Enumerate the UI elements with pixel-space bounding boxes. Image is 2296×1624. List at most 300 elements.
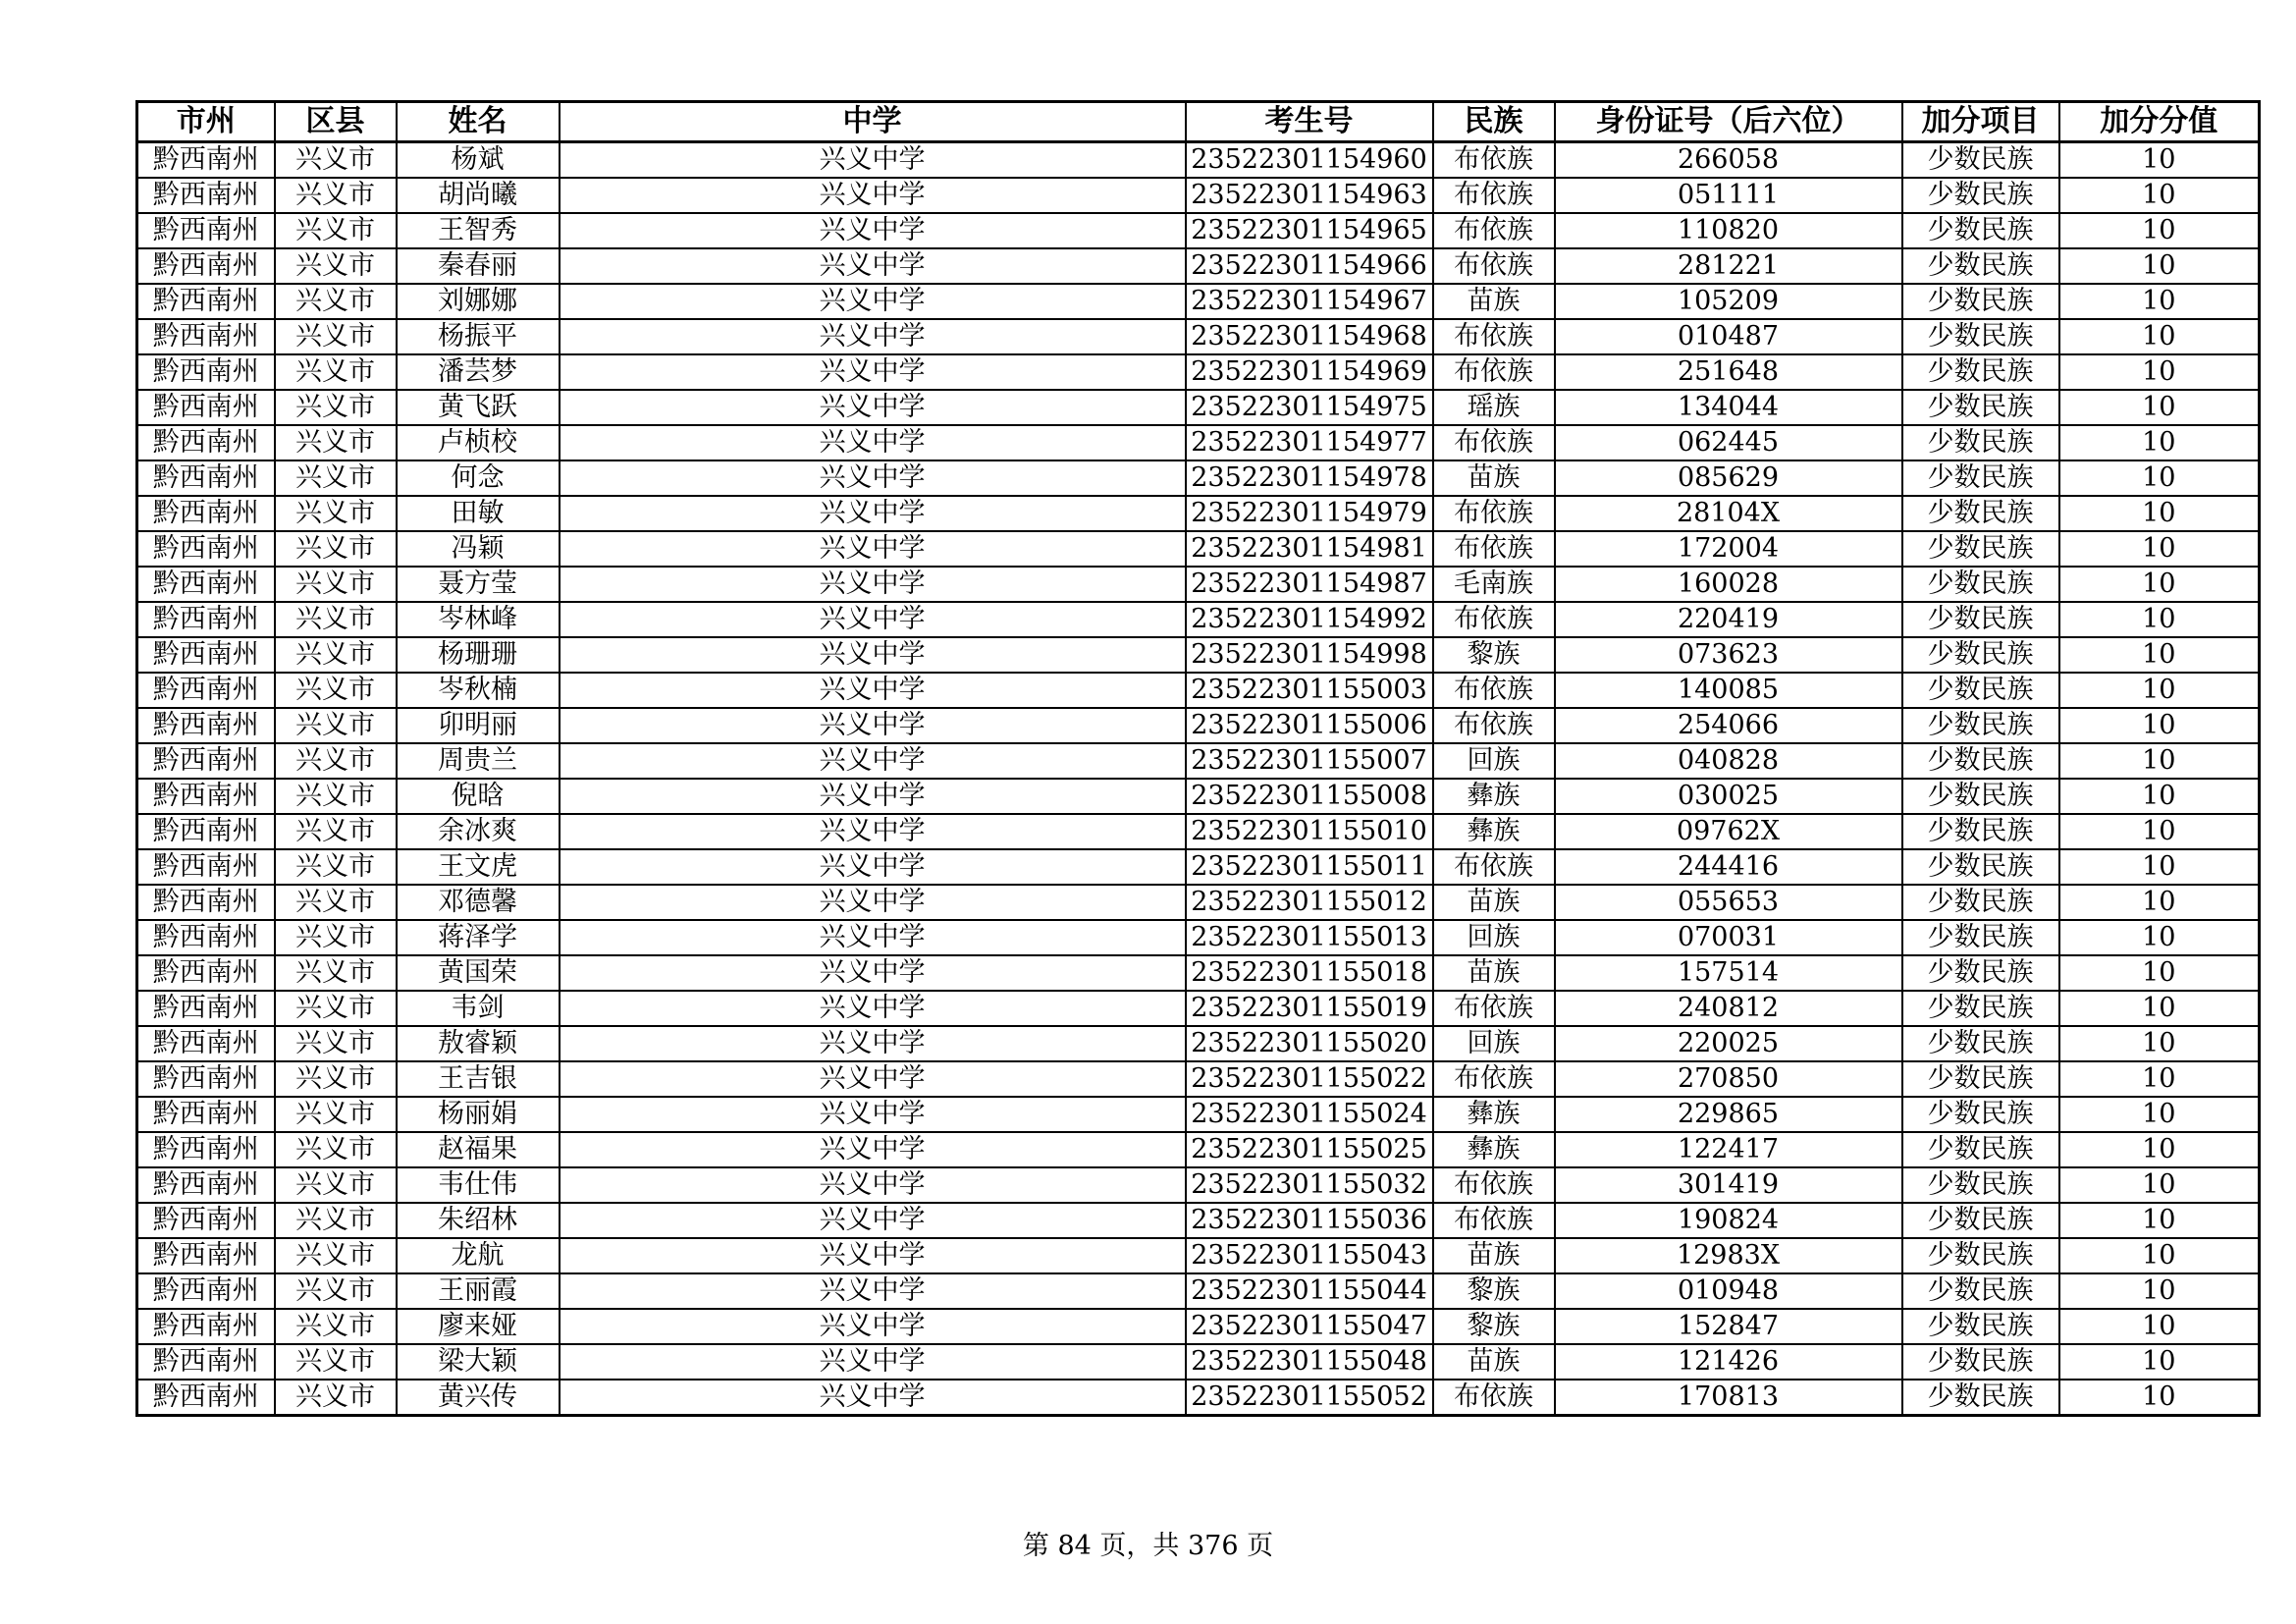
- bonus-item-cell: 少数民族: [1902, 1344, 2059, 1380]
- id-last-six-cell: 157514: [1555, 955, 1902, 991]
- city-cell: 黔西南州: [137, 248, 275, 284]
- name-cell: 黄飞跃: [397, 390, 560, 425]
- table-row: [137, 1097, 2260, 1132]
- exam-number-cell: 23522301154965: [1186, 213, 1433, 248]
- table-row: [137, 602, 2260, 637]
- name-cell: 黄国荣: [397, 955, 560, 991]
- city-cell: 黔西南州: [137, 460, 275, 496]
- bonus-value-cell: 10: [2059, 390, 2260, 425]
- bonus-value-cell: 10: [2059, 178, 2260, 213]
- bonus-item-cell: 少数民族: [1902, 390, 2059, 425]
- exam-number-cell: 23522301154975: [1186, 390, 1433, 425]
- district-cell: 兴义市: [275, 1167, 397, 1203]
- id-last-six-cell: 220419: [1555, 602, 1902, 637]
- id-last-six-cell: 229865: [1555, 1097, 1902, 1132]
- ethnicity-cell: 苗族: [1433, 955, 1555, 991]
- district-cell: 兴义市: [275, 885, 397, 920]
- name-cell: 刘娜娜: [397, 284, 560, 319]
- table-row: [137, 814, 2260, 849]
- bonus-item-cell: 少数民族: [1902, 1309, 2059, 1344]
- ethnicity-cell: 黎族: [1433, 637, 1555, 673]
- district-cell: 兴义市: [275, 425, 397, 460]
- bonus-value-cell: 10: [2059, 1132, 2260, 1167]
- table-row: [137, 284, 2260, 319]
- exam-number-cell: 23522301155006: [1186, 708, 1433, 743]
- school-cell: 兴义中学: [560, 814, 1186, 849]
- city-cell: 黔西南州: [137, 496, 275, 531]
- name-cell: 杨斌: [397, 142, 560, 179]
- city-cell: 黔西南州: [137, 1238, 275, 1273]
- ethnicity-cell: 黎族: [1433, 1273, 1555, 1309]
- name-cell: 杨丽娟: [397, 1097, 560, 1132]
- city-cell: 黔西南州: [137, 1309, 275, 1344]
- exam-number-cell: 23522301154977: [1186, 425, 1433, 460]
- school-cell: 兴义中学: [560, 920, 1186, 955]
- bonus-item-cell: 少数民族: [1902, 142, 2059, 179]
- id-last-six-cell: 09762X: [1555, 814, 1902, 849]
- header-district: 区县: [275, 102, 397, 142]
- id-last-six-cell: 170813: [1555, 1380, 1902, 1416]
- id-last-six-cell: 220025: [1555, 1026, 1902, 1061]
- header-bonus-value: 加分分值: [2059, 102, 2260, 142]
- exam-number-cell: 23522301155003: [1186, 673, 1433, 708]
- exam-number-cell: 23522301155007: [1186, 743, 1433, 779]
- table-row: [137, 637, 2260, 673]
- id-last-six-cell: 073623: [1555, 637, 1902, 673]
- exam-number-cell: 23522301155013: [1186, 920, 1433, 955]
- table-row: [137, 1203, 2260, 1238]
- name-cell: 王丽霞: [397, 1273, 560, 1309]
- city-cell: 黔西南州: [137, 425, 275, 460]
- school-cell: 兴义中学: [560, 460, 1186, 496]
- district-cell: 兴义市: [275, 284, 397, 319]
- table-row: [137, 319, 2260, 354]
- name-cell: 聂方莹: [397, 567, 560, 602]
- ethnicity-cell: 回族: [1433, 1026, 1555, 1061]
- school-cell: 兴义中学: [560, 567, 1186, 602]
- ethnicity-cell: 布依族: [1433, 178, 1555, 213]
- district-cell: 兴义市: [275, 814, 397, 849]
- id-last-six-cell: 030025: [1555, 779, 1902, 814]
- bonus-value-cell: 10: [2059, 1167, 2260, 1203]
- city-cell: 黔西南州: [137, 1097, 275, 1132]
- bonus-value-cell: 10: [2059, 637, 2260, 673]
- header-city: 市州: [137, 102, 275, 142]
- id-last-six-cell: 085629: [1555, 460, 1902, 496]
- city-cell: 黔西南州: [137, 708, 275, 743]
- table-row: [137, 567, 2260, 602]
- table-row: [137, 142, 2260, 179]
- bonus-value-cell: 10: [2059, 920, 2260, 955]
- ethnicity-cell: 布依族: [1433, 1380, 1555, 1416]
- city-cell: 黔西南州: [137, 814, 275, 849]
- bonus-item-cell: 少数民族: [1902, 1273, 2059, 1309]
- table-row: [137, 708, 2260, 743]
- exam-number-cell: 23522301154960: [1186, 142, 1433, 179]
- bonus-value-cell: 10: [2059, 885, 2260, 920]
- school-cell: 兴义中学: [560, 955, 1186, 991]
- district-cell: 兴义市: [275, 1309, 397, 1344]
- ethnicity-cell: 布依族: [1433, 849, 1555, 885]
- id-last-six-cell: 251648: [1555, 354, 1902, 390]
- table-body: [137, 142, 2260, 1416]
- city-cell: 黔西南州: [137, 1026, 275, 1061]
- bonus-value-cell: 10: [2059, 779, 2260, 814]
- ethnicity-cell: 毛南族: [1433, 567, 1555, 602]
- school-cell: 兴义中学: [560, 885, 1186, 920]
- bonus-value-cell: 10: [2059, 1309, 2260, 1344]
- district-cell: 兴义市: [275, 248, 397, 284]
- exam-number-cell: 23522301155047: [1186, 1309, 1433, 1344]
- header-exam-number: 考生号: [1186, 102, 1433, 142]
- school-cell: 兴义中学: [560, 1061, 1186, 1097]
- bonus-value-cell: 10: [2059, 708, 2260, 743]
- district-cell: 兴义市: [275, 213, 397, 248]
- id-last-six-cell: 160028: [1555, 567, 1902, 602]
- ethnicity-cell: 苗族: [1433, 1344, 1555, 1380]
- name-cell: 廖来娅: [397, 1309, 560, 1344]
- table-row: [137, 496, 2260, 531]
- school-cell: 兴义中学: [560, 319, 1186, 354]
- district-cell: 兴义市: [275, 567, 397, 602]
- exam-number-cell: 23522301154969: [1186, 354, 1433, 390]
- bonus-item-cell: 少数民族: [1902, 1238, 2059, 1273]
- ethnicity-cell: 布依族: [1433, 1061, 1555, 1097]
- name-cell: 蒋泽学: [397, 920, 560, 955]
- id-last-six-cell: 122417: [1555, 1132, 1902, 1167]
- ethnicity-cell: 布依族: [1433, 531, 1555, 567]
- district-cell: 兴义市: [275, 849, 397, 885]
- table-row: [137, 673, 2260, 708]
- name-cell: 潘芸梦: [397, 354, 560, 390]
- roster-sheet: [135, 100, 2258, 1417]
- exam-number-cell: 23522301155036: [1186, 1203, 1433, 1238]
- table-row: [137, 1238, 2260, 1273]
- bonus-value-cell: 10: [2059, 425, 2260, 460]
- district-cell: 兴义市: [275, 1097, 397, 1132]
- bonus-item-cell: 少数民族: [1902, 567, 2059, 602]
- district-cell: 兴义市: [275, 955, 397, 991]
- city-cell: 黔西南州: [137, 390, 275, 425]
- bonus-item-cell: 少数民族: [1902, 673, 2059, 708]
- table-header-row: [137, 102, 2260, 142]
- school-cell: 兴义中学: [560, 354, 1186, 390]
- school-cell: 兴义中学: [560, 390, 1186, 425]
- bonus-item-cell: 少数民族: [1902, 213, 2059, 248]
- id-last-six-cell: 010948: [1555, 1273, 1902, 1309]
- city-cell: 黔西南州: [137, 1167, 275, 1203]
- district-cell: 兴义市: [275, 637, 397, 673]
- school-cell: 兴义中学: [560, 1380, 1186, 1416]
- header-id-last-six: 身份证号（后六位）: [1555, 102, 1902, 142]
- name-cell: 王文虎: [397, 849, 560, 885]
- name-cell: 卯明丽: [397, 708, 560, 743]
- bonus-item-cell: 少数民族: [1902, 779, 2059, 814]
- exam-number-cell: 23522301154979: [1186, 496, 1433, 531]
- name-cell: 岑秋楠: [397, 673, 560, 708]
- name-cell: 邓德馨: [397, 885, 560, 920]
- id-last-six-cell: 010487: [1555, 319, 1902, 354]
- district-cell: 兴义市: [275, 743, 397, 779]
- name-cell: 龙航: [397, 1238, 560, 1273]
- exam-number-cell: 23522301155024: [1186, 1097, 1433, 1132]
- bonus-points-table: [135, 100, 2261, 1417]
- bonus-item-cell: 少数民族: [1902, 248, 2059, 284]
- id-last-six-cell: 190824: [1555, 1203, 1902, 1238]
- bonus-value-cell: 10: [2059, 602, 2260, 637]
- exam-number-cell: 23522301155044: [1186, 1273, 1433, 1309]
- bonus-item-cell: 少数民族: [1902, 1061, 2059, 1097]
- school-cell: 兴义中学: [560, 1273, 1186, 1309]
- bonus-value-cell: 10: [2059, 1203, 2260, 1238]
- bonus-value-cell: 10: [2059, 1380, 2260, 1416]
- bonus-value-cell: 10: [2059, 531, 2260, 567]
- school-cell: 兴义中学: [560, 531, 1186, 567]
- table-row: [137, 1026, 2260, 1061]
- name-cell: 秦春丽: [397, 248, 560, 284]
- exam-number-cell: 23522301155048: [1186, 1344, 1433, 1380]
- name-cell: 杨振平: [397, 319, 560, 354]
- bonus-value-cell: 10: [2059, 319, 2260, 354]
- bonus-item-cell: 少数民族: [1902, 849, 2059, 885]
- bonus-item-cell: 少数民族: [1902, 1167, 2059, 1203]
- table-row: [137, 1309, 2260, 1344]
- id-last-six-cell: 152847: [1555, 1309, 1902, 1344]
- bonus-value-cell: 10: [2059, 284, 2260, 319]
- city-cell: 黔西南州: [137, 1203, 275, 1238]
- city-cell: 黔西南州: [137, 779, 275, 814]
- exam-number-cell: 23522301154992: [1186, 602, 1433, 637]
- district-cell: 兴义市: [275, 178, 397, 213]
- table-row: [137, 1380, 2260, 1416]
- city-cell: 黔西南州: [137, 637, 275, 673]
- id-last-six-cell: 110820: [1555, 213, 1902, 248]
- bonus-item-cell: 少数民族: [1902, 955, 2059, 991]
- table-row: [137, 1061, 2260, 1097]
- table-row: [137, 178, 2260, 213]
- city-cell: 黔西南州: [137, 602, 275, 637]
- bonus-item-cell: 少数民族: [1902, 1132, 2059, 1167]
- bonus-value-cell: 10: [2059, 496, 2260, 531]
- exam-number-cell: 23522301155018: [1186, 955, 1433, 991]
- school-cell: 兴义中学: [560, 673, 1186, 708]
- id-last-six-cell: 040828: [1555, 743, 1902, 779]
- bonus-value-cell: 10: [2059, 354, 2260, 390]
- district-cell: 兴义市: [275, 602, 397, 637]
- ethnicity-cell: 布依族: [1433, 248, 1555, 284]
- exam-number-cell: 23522301154968: [1186, 319, 1433, 354]
- name-cell: 冯颖: [397, 531, 560, 567]
- bonus-value-cell: 10: [2059, 1026, 2260, 1061]
- exam-number-cell: 23522301155032: [1186, 1167, 1433, 1203]
- city-cell: 黔西南州: [137, 1061, 275, 1097]
- name-cell: 田敏: [397, 496, 560, 531]
- ethnicity-cell: 苗族: [1433, 885, 1555, 920]
- exam-number-cell: 23522301155022: [1186, 1061, 1433, 1097]
- ethnicity-cell: 苗族: [1433, 460, 1555, 496]
- id-last-six-cell: 051111: [1555, 178, 1902, 213]
- ethnicity-cell: 瑶族: [1433, 390, 1555, 425]
- exam-number-cell: 23522301154981: [1186, 531, 1433, 567]
- school-cell: 兴义中学: [560, 1097, 1186, 1132]
- id-last-six-cell: 254066: [1555, 708, 1902, 743]
- district-cell: 兴义市: [275, 920, 397, 955]
- name-cell: 何念: [397, 460, 560, 496]
- ethnicity-cell: 布依族: [1433, 708, 1555, 743]
- bonus-item-cell: 少数民族: [1902, 496, 2059, 531]
- district-cell: 兴义市: [275, 991, 397, 1026]
- id-last-six-cell: 270850: [1555, 1061, 1902, 1097]
- exam-number-cell: 23522301155008: [1186, 779, 1433, 814]
- ethnicity-cell: 回族: [1433, 743, 1555, 779]
- name-cell: 韦剑: [397, 991, 560, 1026]
- city-cell: 黔西南州: [137, 673, 275, 708]
- table-row: [137, 460, 2260, 496]
- city-cell: 黔西南州: [137, 319, 275, 354]
- city-cell: 黔西南州: [137, 955, 275, 991]
- district-cell: 兴义市: [275, 1273, 397, 1309]
- exam-number-cell: 23522301154966: [1186, 248, 1433, 284]
- ethnicity-cell: 布依族: [1433, 213, 1555, 248]
- id-last-six-cell: 240812: [1555, 991, 1902, 1026]
- id-last-six-cell: 121426: [1555, 1344, 1902, 1380]
- name-cell: 周贵兰: [397, 743, 560, 779]
- bonus-item-cell: 少数民族: [1902, 1380, 2059, 1416]
- exam-number-cell: 23522301155020: [1186, 1026, 1433, 1061]
- district-cell: 兴义市: [275, 1026, 397, 1061]
- school-cell: 兴义中学: [560, 779, 1186, 814]
- ethnicity-cell: 苗族: [1433, 1238, 1555, 1273]
- school-cell: 兴义中学: [560, 1309, 1186, 1344]
- bonus-value-cell: 10: [2059, 955, 2260, 991]
- exam-number-cell: 23522301155043: [1186, 1238, 1433, 1273]
- ethnicity-cell: 布依族: [1433, 319, 1555, 354]
- bonus-value-cell: 10: [2059, 1273, 2260, 1309]
- name-cell: 梁大颖: [397, 1344, 560, 1380]
- bonus-value-cell: 10: [2059, 849, 2260, 885]
- id-last-six-cell: 070031: [1555, 920, 1902, 955]
- district-cell: 兴义市: [275, 531, 397, 567]
- table-row: [137, 920, 2260, 955]
- district-cell: 兴义市: [275, 1238, 397, 1273]
- bonus-item-cell: 少数民族: [1902, 602, 2059, 637]
- id-last-six-cell: 134044: [1555, 390, 1902, 425]
- school-cell: 兴义中学: [560, 1132, 1186, 1167]
- school-cell: 兴义中学: [560, 1026, 1186, 1061]
- district-cell: 兴义市: [275, 1061, 397, 1097]
- bonus-value-cell: 10: [2059, 213, 2260, 248]
- bonus-item-cell: 少数民族: [1902, 1026, 2059, 1061]
- city-cell: 黔西南州: [137, 567, 275, 602]
- ethnicity-cell: 苗族: [1433, 284, 1555, 319]
- bonus-item-cell: 少数民族: [1902, 637, 2059, 673]
- id-last-six-cell: 172004: [1555, 531, 1902, 567]
- id-last-six-cell: 28104X: [1555, 496, 1902, 531]
- ethnicity-cell: 布依族: [1433, 991, 1555, 1026]
- table-row: [137, 1132, 2260, 1167]
- bonus-item-cell: 少数民族: [1902, 178, 2059, 213]
- name-cell: 卢桢校: [397, 425, 560, 460]
- exam-number-cell: 23522301155010: [1186, 814, 1433, 849]
- school-cell: 兴义中学: [560, 142, 1186, 179]
- bonus-item-cell: 少数民族: [1902, 354, 2059, 390]
- district-cell: 兴义市: [275, 142, 397, 179]
- city-cell: 黔西南州: [137, 1273, 275, 1309]
- district-cell: 兴义市: [275, 779, 397, 814]
- bonus-item-cell: 少数民族: [1902, 1203, 2059, 1238]
- school-cell: 兴义中学: [560, 1167, 1186, 1203]
- name-cell: 王吉银: [397, 1061, 560, 1097]
- exam-number-cell: 23522301155019: [1186, 991, 1433, 1026]
- city-cell: 黔西南州: [137, 1380, 275, 1416]
- district-cell: 兴义市: [275, 390, 397, 425]
- ethnicity-cell: 布依族: [1433, 1203, 1555, 1238]
- table-row: [137, 213, 2260, 248]
- name-cell: 胡尚曦: [397, 178, 560, 213]
- school-cell: 兴义中学: [560, 496, 1186, 531]
- school-cell: 兴义中学: [560, 637, 1186, 673]
- name-cell: 王智秀: [397, 213, 560, 248]
- district-cell: 兴义市: [275, 708, 397, 743]
- table-row: [137, 849, 2260, 885]
- exam-number-cell: 23522301154987: [1186, 567, 1433, 602]
- ethnicity-cell: 布依族: [1433, 496, 1555, 531]
- school-cell: 兴义中学: [560, 1344, 1186, 1380]
- name-cell: 余冰爽: [397, 814, 560, 849]
- exam-number-cell: 23522301155025: [1186, 1132, 1433, 1167]
- district-cell: 兴义市: [275, 496, 397, 531]
- bonus-item-cell: 少数民族: [1902, 531, 2059, 567]
- table-row: [137, 1344, 2260, 1380]
- district-cell: 兴义市: [275, 354, 397, 390]
- name-cell: 岑林峰: [397, 602, 560, 637]
- bonus-value-cell: 10: [2059, 1097, 2260, 1132]
- ethnicity-cell: 布依族: [1433, 673, 1555, 708]
- bonus-value-cell: 10: [2059, 743, 2260, 779]
- name-cell: 朱绍林: [397, 1203, 560, 1238]
- school-cell: 兴义中学: [560, 213, 1186, 248]
- name-cell: 杨珊珊: [397, 637, 560, 673]
- table-row: [137, 531, 2260, 567]
- bonus-value-cell: 10: [2059, 460, 2260, 496]
- exam-number-cell: 23522301154998: [1186, 637, 1433, 673]
- table-row: [137, 955, 2260, 991]
- table-row: [137, 779, 2260, 814]
- district-cell: 兴义市: [275, 460, 397, 496]
- exam-number-cell: 23522301155012: [1186, 885, 1433, 920]
- name-cell: 韦仕伟: [397, 1167, 560, 1203]
- school-cell: 兴义中学: [560, 743, 1186, 779]
- bonus-item-cell: 少数民族: [1902, 460, 2059, 496]
- school-cell: 兴义中学: [560, 991, 1186, 1026]
- header-name: 姓名: [397, 102, 560, 142]
- school-cell: 兴义中学: [560, 849, 1186, 885]
- header-ethnicity: 民族: [1433, 102, 1555, 142]
- city-cell: 黔西南州: [137, 1132, 275, 1167]
- district-cell: 兴义市: [275, 1380, 397, 1416]
- district-cell: 兴义市: [275, 1203, 397, 1238]
- school-cell: 兴义中学: [560, 1203, 1186, 1238]
- name-cell: 赵福果: [397, 1132, 560, 1167]
- ethnicity-cell: 布依族: [1433, 142, 1555, 179]
- id-last-six-cell: 281221: [1555, 248, 1902, 284]
- bonus-value-cell: 10: [2059, 142, 2260, 179]
- ethnicity-cell: 彝族: [1433, 779, 1555, 814]
- bonus-value-cell: 10: [2059, 673, 2260, 708]
- exam-number-cell: 23522301154963: [1186, 178, 1433, 213]
- id-last-six-cell: 301419: [1555, 1167, 1902, 1203]
- bonus-item-cell: 少数民族: [1902, 425, 2059, 460]
